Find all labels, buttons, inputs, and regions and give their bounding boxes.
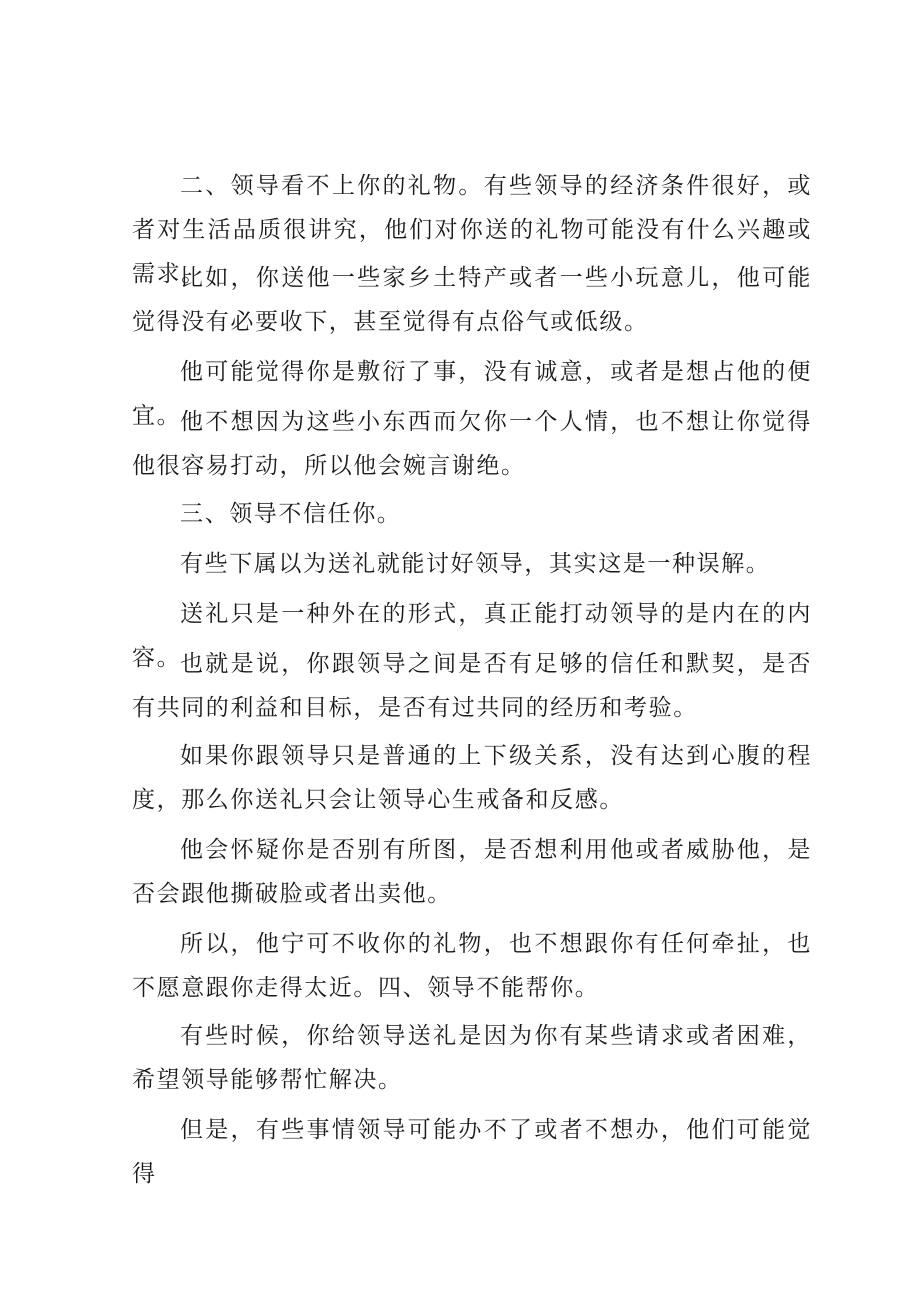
paragraph-10: 他会怀疑你是否别有所图，是否想利用他或者威胁他，是否会跟他撕破脸或者出卖他。	[132, 837, 812, 907]
paragraph-3: 他可能觉得你是敷衍了事，没有诚意，或者是想占他的便宜。	[132, 359, 812, 429]
paragraph-4: 他不想因为这些小东西而欠你一个人情，也不想让你觉得他很容易打动，所以他会婉言谢绝。	[132, 409, 812, 479]
paragraph-6: 有些下属以为送礼就能讨好领导，其实这是一种误解。	[180, 551, 771, 577]
paragraph-5: 三、领导不信任你。	[180, 501, 402, 527]
paragraph-1: 二、领导看不上你的礼物。有些领导的经济条件很好，或者对生活品质很讲究，他们对你送的礼物可能没有什么兴趣或需求。	[132, 173, 812, 287]
paragraph-13: 但是，有些事情领导可能办不了或者不想办，他们可能觉得	[132, 1117, 812, 1187]
paragraph-2: 比如，你送他一些家乡土特产或者一些小玩意儿，他可能觉得没有必要收下，甚至觉得有点俗气或低级。	[132, 265, 812, 335]
paragraph-11: 所以，他宁可不收你的礼物，也不想跟你有任何牵扯，也不愿意跟你走得太近。四、领导不能帮你。	[132, 931, 812, 1001]
paragraph-9: 如果你跟领导只是普通的上下级关系，没有达到心腹的程度，那么你送礼只会让领导心生戒备和反感。	[132, 743, 812, 813]
paragraph-12: 有些时候，你给领导送礼是因为你有某些请求或者困难，希望领导能够帮忙解决。	[132, 1023, 812, 1093]
paragraph-8: 也就是说，你跟领导之间是否有足够的信任和默契，是否有共同的利益和目标，是否有过共同的经历和考验。	[132, 651, 812, 721]
paragraph-7: 送礼只是一种外在的形式，真正能打动领导的是内在的内容。	[132, 601, 812, 671]
